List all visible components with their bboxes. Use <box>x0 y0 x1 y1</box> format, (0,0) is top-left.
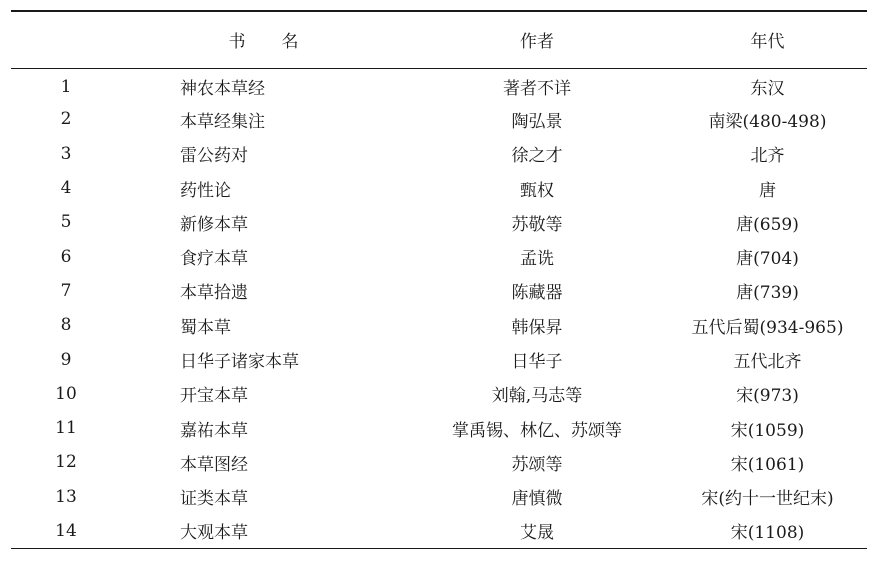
row-number: 3 <box>60 143 72 164</box>
table-row <box>11 514 867 548</box>
book-author: 著者不详 <box>503 79 571 100</box>
table-row <box>11 137 867 171</box>
table-row <box>11 308 867 342</box>
row-number: 2 <box>60 109 72 130</box>
table-row <box>11 102 867 136</box>
book-era: 宋(1059) <box>730 420 805 441</box>
row-number: 1 <box>60 76 72 97</box>
row-number: 10 <box>55 383 77 404</box>
book-era: 五代后蜀(934-965) <box>691 317 844 338</box>
book-title: 日华子诸家本草 <box>180 352 299 373</box>
book-author: 孟诜 <box>520 249 554 270</box>
book-author: 掌禹锡、林亿、苏颂等 <box>452 420 622 441</box>
book-era: 宋(1108) <box>668 514 867 548</box>
book-title: 本草经集注 <box>180 111 265 132</box>
book-era: 唐 <box>759 180 776 201</box>
table-header <box>11 11 867 68</box>
header-number <box>11 11 121 68</box>
header-title-char-1: 书 <box>228 32 246 53</box>
book-title: 嘉祐本草 <box>180 420 248 441</box>
book-author: 艾晟 <box>406 514 668 548</box>
table-row <box>11 377 867 411</box>
row-number: 13 <box>55 486 77 507</box>
book-era: 北齐 <box>750 146 785 167</box>
book-author: 甄权 <box>520 180 554 201</box>
book-author: 苏敬等 <box>511 214 563 235</box>
book-author: 韩保昇 <box>511 317 563 338</box>
book-title: 雷公药对 <box>180 146 248 167</box>
row-number: 12 <box>55 452 77 473</box>
row-number: 11 <box>55 418 77 439</box>
book-era: 宋(973) <box>736 386 799 407</box>
row-number: 9 <box>60 349 72 370</box>
table-row <box>11 411 867 445</box>
row-number: 6 <box>60 246 72 267</box>
book-era: 唐(739) <box>736 283 799 304</box>
header-book-title <box>121 11 406 68</box>
table-row <box>11 239 867 273</box>
book-author: 苏颂等 <box>511 454 563 475</box>
table-row <box>11 480 867 514</box>
book-title: 新修本草 <box>180 214 248 235</box>
book-author: 徐之才 <box>511 146 563 167</box>
book-author: 陈藏器 <box>511 283 563 304</box>
book-title: 蜀本草 <box>180 317 231 338</box>
book-title: 神农本草经 <box>180 79 265 100</box>
table-row <box>11 205 867 239</box>
row-number: 7 <box>60 280 72 301</box>
book-title: 药性论 <box>180 180 231 201</box>
book-era: 五代北齐 <box>733 352 802 373</box>
book-author: 陶弘景 <box>511 111 563 132</box>
book-title: 开宝本草 <box>180 386 248 407</box>
book-title: 证类本草 <box>180 489 248 510</box>
row-number: 5 <box>60 212 72 233</box>
row-number: 4 <box>60 178 72 199</box>
table-row <box>11 171 867 205</box>
book-era: 唐(704) <box>736 249 799 270</box>
table-row <box>11 68 867 102</box>
book-title: 本草拾遗 <box>180 283 248 304</box>
book-author: 刘翰,马志等 <box>491 386 583 407</box>
book-author: 唐慎微 <box>511 489 563 510</box>
header-era: 年代 <box>668 11 867 68</box>
book-era: 宋(约十一世纪末) <box>701 489 834 510</box>
table-row <box>11 342 867 376</box>
book-title: 食疗本草 <box>180 249 248 270</box>
table-row <box>11 445 867 479</box>
header-author: 作者 <box>406 11 668 68</box>
row-number: 14 <box>11 514 121 548</box>
table-body <box>11 68 867 548</box>
book-era: 唐(659) <box>736 214 799 235</box>
row-number: 8 <box>60 315 72 336</box>
book-title: 大观本草 <box>121 514 406 548</box>
book-era: 南梁(480-498) <box>708 111 827 132</box>
book-era: 宋(1061) <box>730 454 805 475</box>
herbal-books-table <box>11 10 867 549</box>
book-author: 日华子 <box>511 352 563 373</box>
table-row <box>11 274 867 308</box>
header-title-char-2: 名 <box>281 32 299 53</box>
book-title: 本草图经 <box>180 454 248 475</box>
header-row <box>11 11 867 68</box>
book-era: 东汉 <box>750 79 785 100</box>
